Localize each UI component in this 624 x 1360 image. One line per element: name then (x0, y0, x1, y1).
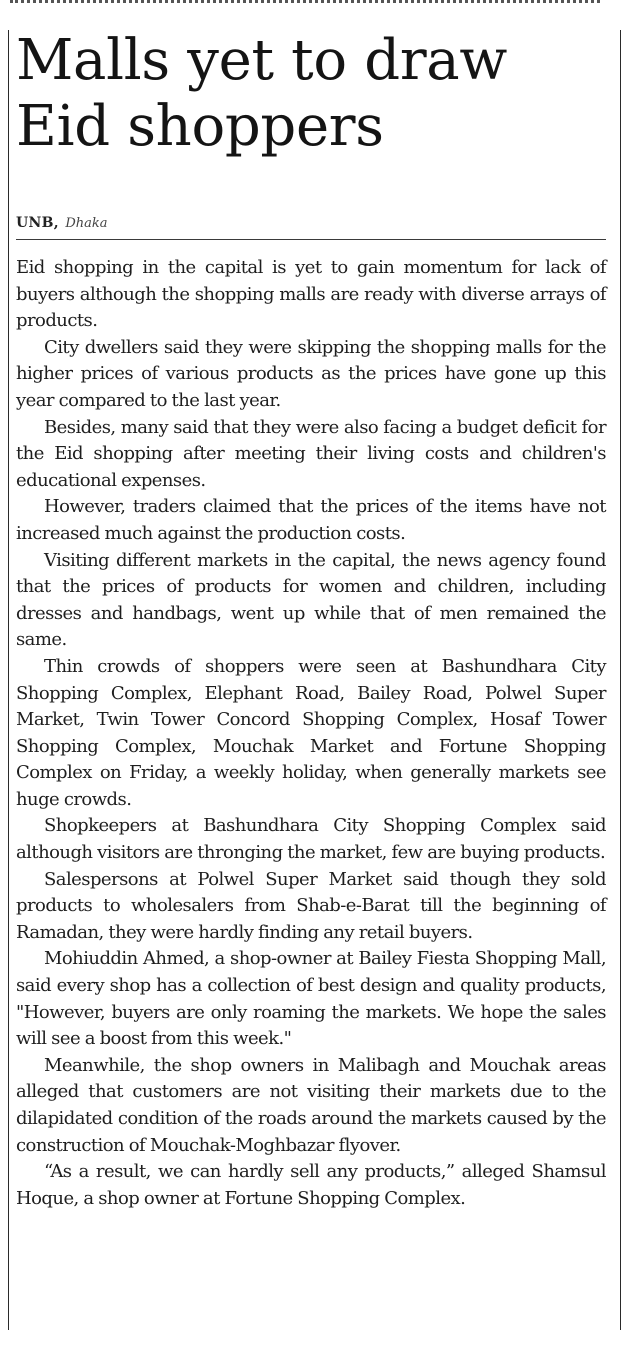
right-column-rule (620, 30, 621, 1330)
left-column-rule (8, 30, 9, 1330)
paragraph-4: However, traders claimed that the prices of the items have not increased much against the production costs. (16, 496, 606, 544)
paragraph-2: City dwellers said they were skipping the shopping malls for the higher prices of various products as the prices have gone up this year compared to the last year. (16, 336, 606, 411)
headline-line-1: Malls yet to draw (16, 28, 508, 93)
paragraph-9: Mohiuddin Ahmed, a shop-owner at Bailey Fiesta Shopping Mall, said every shop has a collection of best design and quality products, "However, buyers are only roaming the markets. We hope the sales will see a boost from this week." (16, 948, 606, 1050)
paragraph-6: Thin crowds of shoppers were seen at Bashundhara City Shopping Complex, Elephant Road, Bailey Road, Polwel Super Market, Twin Tower Concord Shopping Complex, Hosaf Tower Shopping Complex, Mouchak Market and Fortune Shopping Complex on Friday, a weekly holiday, when generally markets see huge crowds. (16, 655, 606, 810)
top-dotted-border (10, 0, 600, 3)
paragraph-11: “As a result, we can hardly sell any products,” alleged Shamsul Hoque, a shop owner at Fortune Shopping Complex. (16, 1161, 606, 1209)
article-body (16, 255, 606, 1212)
byline-agency: UNB, (16, 215, 59, 231)
byline (16, 214, 108, 233)
paragraph-10: Meanwhile, the shop owners in Malibagh and Mouchak areas alleged that customers are not visiting their markets due to the dilapidated condition of the roads around the markets caused by the construction of Mouchak-Moghbazar flyover. (16, 1054, 606, 1156)
paragraph-7: Shopkeepers at Bashundhara City Shopping Complex said although visitors are thronging the market, few are buying products. (16, 815, 606, 864)
headline (16, 28, 614, 160)
paragraph-3: Besides, many said that they were also facing a budget deficit for the Eid shopping after meeting their living costs and children's educational expenses. (16, 416, 606, 491)
byline-divider (16, 239, 606, 240)
paragraph-8: Salespersons at Polwel Super Market said though they sold products to wholesalers from Shab-e-Barat till the beginning of Ramadan, they were hardly finding any retail buyers. (16, 868, 606, 943)
paragraph-5: Visiting different markets in the capital, the news agency found that the prices of products for women and children, including dresses and handbags, went up while that of men remained the same. (16, 549, 606, 651)
byline-place: Dhaka (65, 216, 108, 231)
headline-line-2: Eid shoppers (16, 94, 384, 159)
paragraph-1: Eid shopping in the capital is yet to gain momentum for lack of buyers although the shopping malls are ready with diverse arrays of products. (16, 257, 606, 332)
